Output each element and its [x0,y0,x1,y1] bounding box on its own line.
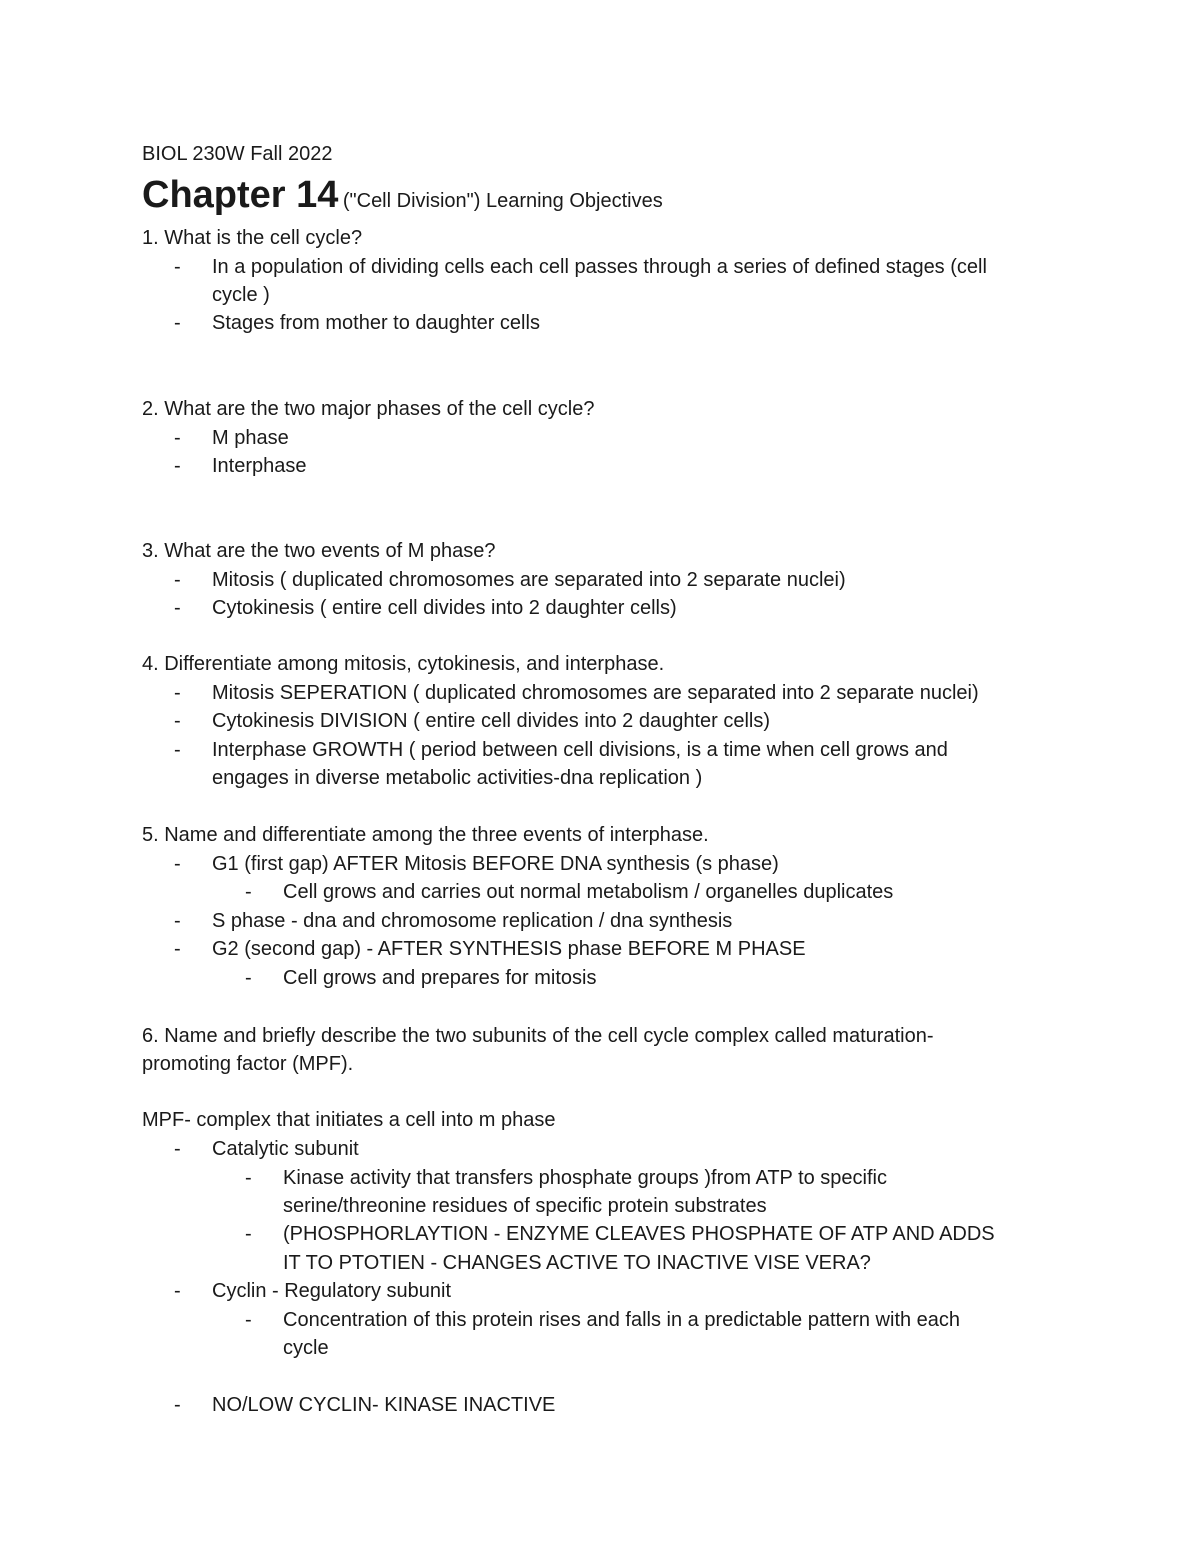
bullet-dash: - [174,682,181,704]
bullet-text: Catalytic subunit [212,1138,359,1160]
bullet-text: Cytokinesis DIVISION ( entire cell divides into 2 daughter cells) [212,710,771,732]
objective-line: 5. Name and differentiate among the three events of interphase. [142,824,709,846]
bullet-text: Interphase [212,455,307,477]
bullet-text: Mitosis ( duplicated chromosomes are separated into 2 separate nuclei) [212,569,846,591]
course-header: BIOL 230W Fall 2022 [142,143,333,165]
objective-line: promoting factor (MPF). [142,1053,354,1075]
bullet-text: Interphase GROWTH ( period between cell divisions, is a time when cell grows and [212,739,948,761]
objective-line: 2. What are the two major phases of the cell cycle? [142,398,595,420]
bullet-text: Cell grows and prepares for mitosis [283,967,597,989]
bullet-text: Mitosis SEPERATION ( duplicated chromosomes are separated into 2 separate nuclei) [212,682,979,704]
bullet-text: Cell grows and carries out normal metabolism / organelles duplicates [283,881,894,903]
bullet-dash: - [174,312,181,334]
bullet-dash: - [174,1280,181,1302]
objective-line: 6. Name and briefly describe the two subunits of the cell cycle complex called maturation- [142,1025,934,1047]
bullet-text: In a population of dividing cells each cell passes through a series of defined stages (cell [212,256,987,278]
bullet-text: M phase [212,427,289,449]
bullet-text: cycle [283,1337,329,1359]
bullet-text: NO/LOW CYCLIN- KINASE INACTIVE [212,1394,556,1416]
objective-line: 4. Differentiate among mitosis, cytokinesis, and interphase. [142,653,665,675]
bullet-dash: - [174,710,181,732]
bullet-dash: - [174,427,181,449]
bullet-dash: - [174,1394,181,1416]
bullet-dash: - [174,1138,181,1160]
bullet-dash: - [174,455,181,477]
objective-line: 1. What is the cell cycle? [142,227,363,249]
objective-line: 3. What are the two events of M phase? [142,540,496,562]
bullet-dash: - [245,967,252,989]
bullet-text: Kinase activity that transfers phosphate groups )from ATP to specific [283,1167,887,1189]
bullet-text: IT TO PTOTIEN - CHANGES ACTIVE TO INACTIVE VISE VERA? [283,1252,871,1274]
bullet-dash: - [174,256,181,278]
title-chapter: Chapter 14 [142,174,339,216]
bullet-text: engages in diverse metabolic activities-dna replication ) [212,767,703,789]
objective-line: MPF- complex that initiates a cell into m phase [142,1109,556,1131]
bullet-text: Concentration of this protein rises and falls in a predictable pattern with each [283,1309,961,1331]
title-subtitle: ("Cell Division") Learning Objectives [342,190,663,212]
bullet-dash: - [245,1167,252,1189]
bullet-text: G1 (first gap) AFTER Mitosis BEFORE DNA synthesis (s phase) [212,853,779,875]
bullet-dash: - [174,739,181,761]
bullet-text: Stages from mother to daughter cells [212,312,540,334]
bullet-dash: - [174,597,181,619]
bullet-text: S phase - dna and chromosome replication / dna synthesis [212,910,733,932]
bullet-text: Cyclin - Regulatory subunit [212,1280,451,1302]
bullet-dash: - [245,1223,252,1245]
bullet-dash: - [174,569,181,591]
bullet-dash: - [174,910,181,932]
bullet-text: (PHOSPHORLAYTION - ENZYME CLEAVES PHOSPHATE OF ATP AND ADDS [283,1223,995,1245]
bullet-dash: - [174,938,181,960]
bullet-dash: - [245,1309,252,1331]
bullet-text: Cytokinesis ( entire cell divides into 2 daughter cells) [212,597,677,619]
page-title [142,172,663,218]
bullet-dash: - [174,853,181,875]
bullet-dash: - [245,881,252,903]
bullet-text: cycle ) [212,284,270,306]
bullet-text: serine/threonine residues of specific protein substrates [283,1195,767,1217]
bullet-text: G2 (second gap) - AFTER SYNTHESIS phase BEFORE M PHASE [212,938,806,960]
